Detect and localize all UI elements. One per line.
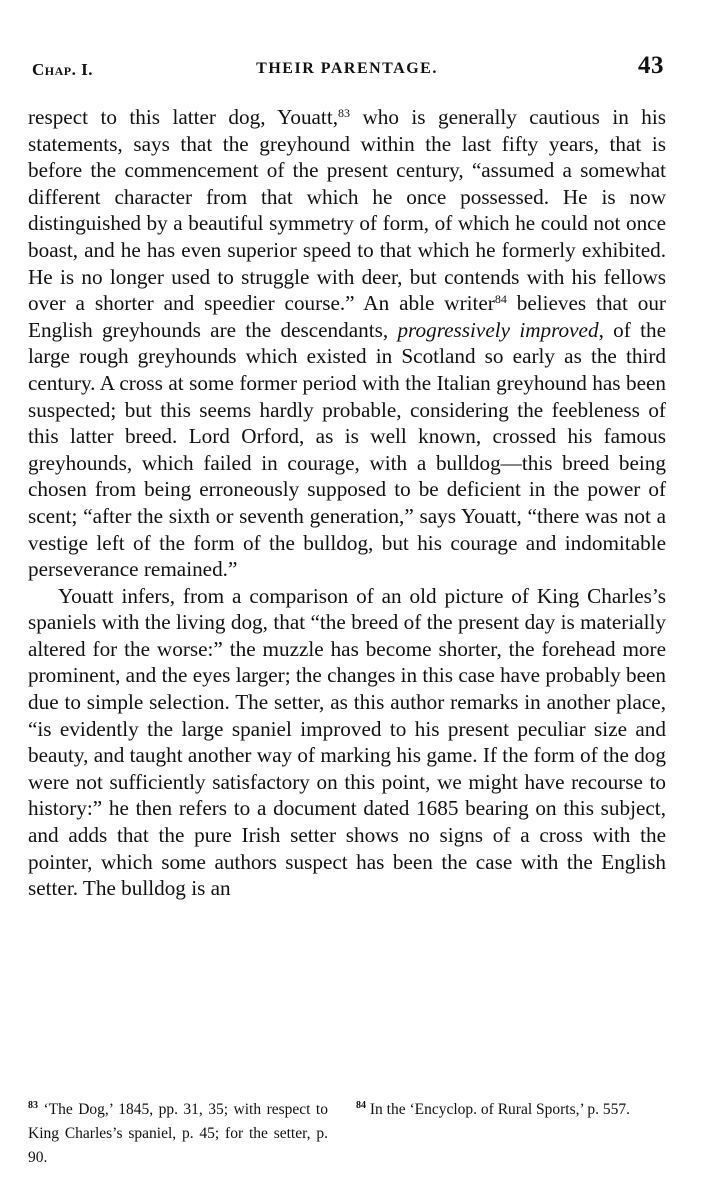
footnote-83 (28, 1098, 328, 1170)
chapter-label: Chap. I. (32, 60, 93, 79)
footnote-84 (356, 1098, 666, 1170)
footnote-text-83: ‘The Dog,’ 1845, pp. 31, 35; with respect to King Charles’s spaniel, p. 45; for the setter, p. 90. (28, 1101, 328, 1166)
emphasis-progressively-improved: progressively improved (397, 317, 599, 342)
body-text (28, 104, 666, 902)
paragraph-1-part-2: who is generally cautious in his statements, says that the greyhound within the last fifty years, that is before the commencement of the present century, “assumed a somewhat different character from that which he once possessed. He is now distinguished by a beautiful symmetry of form, of which he could not once boast, and he has even superior speed to that which he formerly exhibited. He is no longer used to struggle with deer, but contends with his fellows over a shorter and speedier course.” An able writer (28, 105, 666, 316)
paragraph-1-part-1: respect to this latter dog, Youatt, (28, 105, 339, 129)
footnote-mark-83: 83 (28, 1100, 38, 1111)
paragraph-1-part-3: believes that our English greyhounds are the descendants, (28, 291, 666, 342)
paragraph-1 (28, 104, 666, 583)
paragraph-2: Youatt infers, from a comparison of an old picture of King Charles’s spaniels with the living dog, that “the breed of the present day is materially altered for the worse:” the muzzle has become shorter, the forehead more prominent, and the eyes larger; the changes in this case have probably been due to simple selection. The setter, as this author remarks in another place, “is evidently the large spaniel improved to his present peculiar size and beauty, and taught another way of marking his game. If the form of the dog were not sufficiently satisfactory on this point, we might have recourse to history:” he then refers to a document dated 1685 bearing on this subject, and adds that the pure Irish setter shows no signs of a cross with the pointer, which some authors suspect has been the case with the English setter. The bulldog is an (28, 583, 666, 901)
footnote-mark-84: 84 (356, 1100, 366, 1111)
running-title: THEIR PARENTAGE. (256, 60, 438, 77)
page-number: 43 (638, 52, 664, 79)
footnote-text-84: In the ‘Encyclop. of Rural Sports,’ p. 557. (366, 1101, 631, 1118)
footnote-ref-84: 84 (494, 292, 507, 307)
footnotes (28, 1098, 666, 1170)
running-header (28, 52, 666, 92)
paragraph-1-part-4: , of the large rough greyhounds which existed in Scotland so early as the third century. A cross at some former period with the Italian greyhound has been suspected; but this seems hardly probable, considering the feebleness of this latter breed. Lord Orford, as is well known, crossed his famous greyhounds, which failed in courage, with a bulldog—this breed being chosen from being erroneously supposed to be deficient in the power of scent; “after the sixth or seventh generation,” says Youatt, “there was not a vestige left of the form of the bulldog, but his courage and indomitable perseverance remained.” (28, 317, 666, 582)
book-page (28, 52, 666, 902)
footnote-ref-83: 83 (338, 106, 351, 120)
